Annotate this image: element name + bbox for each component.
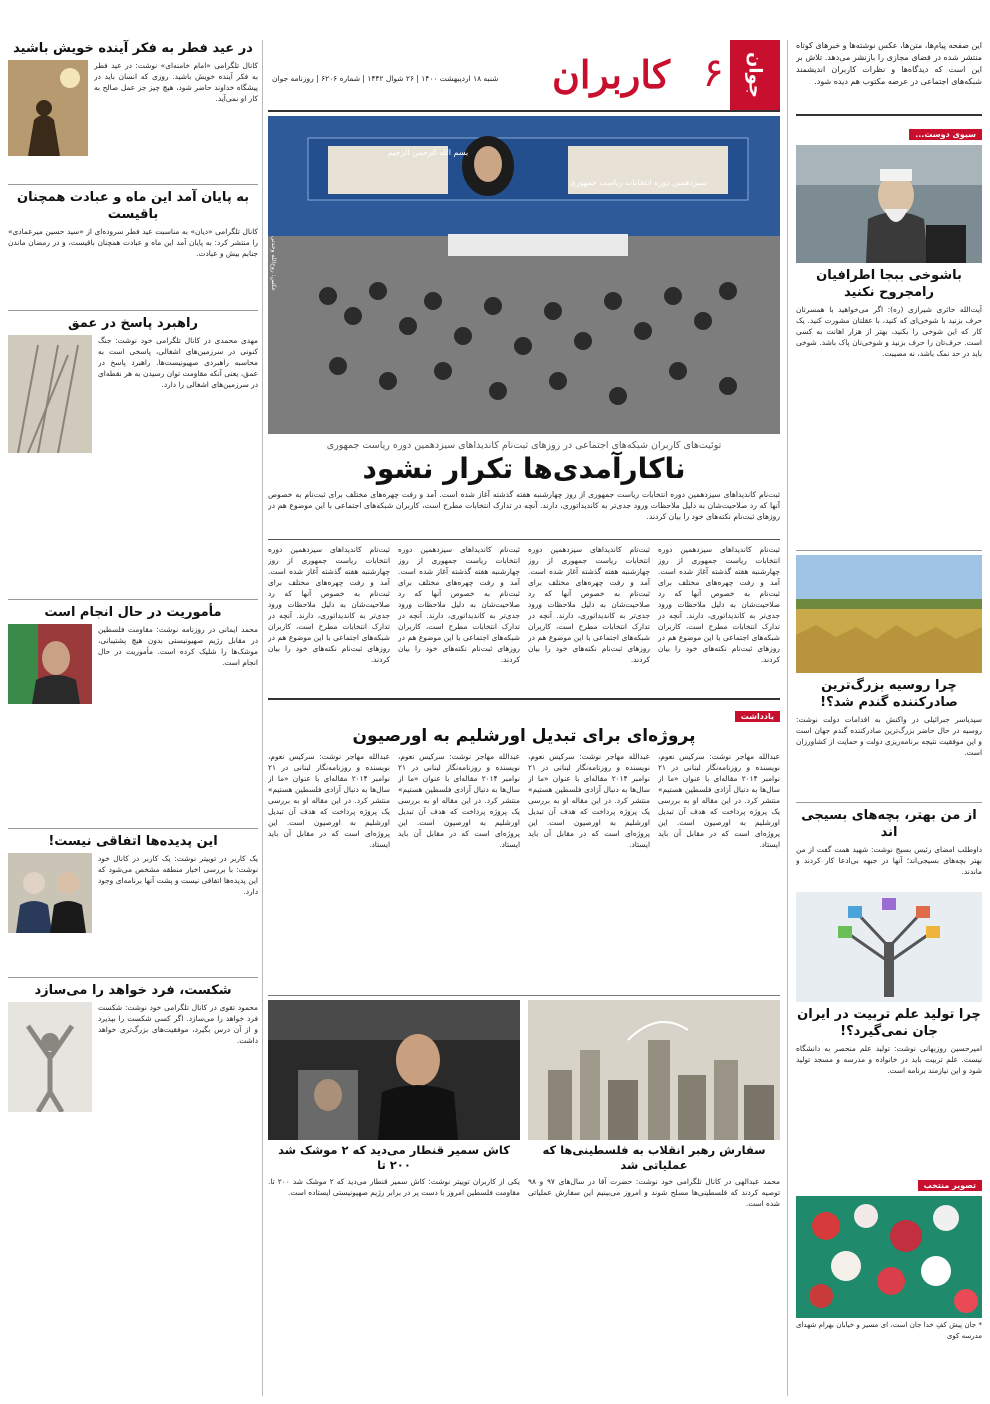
divider bbox=[268, 539, 780, 540]
portrait-icon bbox=[8, 624, 92, 704]
story-title: کاش سمیر قنطار می‌دید که ۲ موشک شد ۲۰۰ تا bbox=[278, 1143, 510, 1172]
story-body: یکی از کاربران توییتر نوشت: کاش سمیر قنطار می‌دید که ۲ موشک شد ۲۰۰ تا. مقاومت فلسطین امروز با دست پر در برابر رژیم صهیونیستی ایستاده است. bbox=[268, 1177, 520, 1197]
tree-illustration bbox=[796, 892, 982, 1002]
article-body: کانال تلگرامی «دیان» به مناسبت عید فطر سروده‌ای از «سید حسین میرعمادی» را منتشر کرد: به پایان آمد این ماه و عبادت همچنان باقیست، و در رمضان ماندن جنابم بیش و عبادت. bbox=[8, 227, 258, 258]
raised-arms-icon bbox=[8, 1002, 92, 1112]
selected-artwork bbox=[796, 1196, 982, 1318]
photo-credit: عکس: روح‌الله وحدتی bbox=[270, 236, 277, 292]
rocket-trails-icon bbox=[8, 335, 92, 453]
article-body: یک کاربر در توییتر نوشت: یک کاربر در کانال خود نوشت: با بررسی اخبار منطقه مشخص می‌شود که این پدیده‌ها اتفاقی نیست و پشت آنها برنامه‌ای وجود دارد. bbox=[98, 854, 258, 896]
story-samir bbox=[268, 1000, 520, 1232]
divider bbox=[8, 599, 258, 600]
story-body: محمد عبدالهی در کانال تلگرامی خود نوشت: حضرت آقا در سال‌های ۹۷ و ۹۸ توصیه کردند که فلسطینی‌ها مسلح شوند و امروز می‌بینیم این سفارش عملیاتی شده است. bbox=[528, 1177, 780, 1208]
portrait-icon bbox=[268, 1000, 520, 1140]
newspaper-logo: جوان bbox=[730, 40, 780, 110]
tweet-column: ثبت‌نام کاندیداهای سیزدهمین دوره انتخابات ریاست جمهوری از روز چهارشنبه هفته گذشته آغاز شده است. آمد و رفت چهره‌های مختلف برای ثبت‌نام به خصوص آنها که رد صلاحیت‌شان به دلیل ملاحظات ورود جدی‌تر به کاندیداتوری، دارند. آنچه در تدارک انتخابات مطرح است، کاربران شبکه‌های اجتماعی با این موضوع هم در روزهای ثبت‌نام نکته‌های خود را بیان کردند. bbox=[398, 545, 520, 664]
page-number: ۶ bbox=[702, 50, 724, 96]
article-row bbox=[8, 853, 258, 973]
article-body: کانال تلگرامی «امام خامنه‌ای» نوشت: در عید فطر به فکر آینده خویش باشید. روزی که انسان باید در پیشگاه خداوند حاضر شود، هیچ چیز جز عمل صالح به کار او نمی‌آید. bbox=[94, 61, 258, 103]
bottom-stories bbox=[268, 1000, 780, 1232]
intro-text: این صفحه پیام‌ها، متن‌ها، عکس‌ نوشته‌ها و خبرهای کوتاه منتشر شده در فضای مجازی را بازنشر می‌دهد. تلاش بر این است که دیدگاه‌ها و نظرات کاربران اندیشمند شبکه‌های اجتماعی در عرصه مکتوب هم دیده شود. bbox=[796, 41, 982, 86]
divider bbox=[8, 184, 258, 185]
skyline-icon bbox=[528, 1000, 780, 1140]
story-rocket bbox=[528, 1000, 780, 1232]
article-body: داوطلب امضای رئیس بسیج نوشت: شهید همت گفت از من بهتر بچه‌های بسیجی‌اند؛ آنها در جبهه بی‌ادعا کار کردند و ماندند. bbox=[796, 845, 982, 876]
article-body: مهدی محمدی در کانال تلگرامی خود نوشت: جنگ کنونی در سرزمین‌های اشغالی، پاسخی است به محاسبه راهبردی صهیونیست‌ها. راهبرد پاسخ در عمق، یعنی آنکه مقاومت توان رسیدن به هر نقطه‌ای در سرزمین‌های اشغالی را دارد. bbox=[98, 336, 258, 389]
article-title: مأموریت در حال انجام است bbox=[44, 605, 222, 620]
left-column bbox=[8, 40, 258, 1396]
article-body: محمد ایمانی در روزنامه نوشت: مقاومت فلسطین در مقابل رژیم صهیونیستی بدون هیچ پشتیبانی، موشک‌ها را شلیک کرده است. مأموریت در حال انجام است. bbox=[98, 625, 258, 667]
article-body: عبدالله مهاجر نوشت: سرکیس نعوم، نویسنده و روزنامه‌نگار لبنانی در ۲۱ نوامبر ۲۰۱۴ مقاله‌ای با عنوان «ما از سال‌ها به دنبال آزادی فلسطین هستیم» منتشر کرد. در این مقاله او به بررسی یک پروژه پرداخت که هدف آن تبدیل اورشلیم به اورصیون است. این پروژه‌ای است که در مقابل آن باید ایستاد. bbox=[268, 752, 390, 849]
column-divider bbox=[787, 40, 788, 1396]
portrait-icon bbox=[796, 145, 982, 263]
two-people-icon bbox=[8, 853, 92, 933]
article-body: آیت‌الله حائری شیرازی (ره): اگر می‌خواهید با همسرتان حرف بزنید با شوخی‌ای که کنید، با عقلتان مشورت کنید. یک کار که این شوخی را بکنید، بهتر از هزار اهانت به کسی است. حرف‌تان را حرف بزنید و شوخی‌تان پاک باشد. شوخی باید در حد نمک باشد، نه مصیبت. bbox=[796, 305, 982, 358]
article-title: از من بهتر، بچه‌های بسیجی اند bbox=[801, 808, 977, 840]
article-headline: پروژه‌ای برای تبدیل اورشلیم به اورصیون bbox=[352, 726, 696, 746]
main-headline: ناکارآمدی‌ها تکرار نشود bbox=[362, 452, 686, 485]
divider bbox=[8, 977, 258, 978]
article-row bbox=[8, 335, 258, 595]
article-row bbox=[8, 624, 258, 824]
divider bbox=[268, 995, 780, 996]
column-divider bbox=[262, 40, 263, 1396]
flowers-icon bbox=[796, 1196, 982, 1318]
right-column bbox=[796, 40, 982, 1396]
article-row bbox=[8, 1002, 258, 1342]
section-title: کاربران bbox=[551, 52, 670, 97]
kicker-label: سیوی دوست... bbox=[909, 129, 982, 140]
city-rockets-photo bbox=[528, 1000, 780, 1140]
crowd-photo-icon bbox=[268, 116, 780, 434]
article-title: چرا روسیه بزرگ‌ترین صادرکننده گندم شد؟! bbox=[820, 678, 958, 710]
rockets-photo bbox=[8, 335, 92, 453]
article-title: باشوخی ببجا اطرافیان رامجروح نکنید bbox=[816, 268, 962, 300]
silhouette-photo bbox=[8, 1002, 92, 1112]
masthead bbox=[268, 40, 780, 112]
article-title: در عید فطر به فکر آینده خویش باشید bbox=[13, 41, 253, 56]
cleric-photo bbox=[796, 145, 982, 263]
article-title: شکست، فرد خواهد را می‌سازد bbox=[34, 983, 232, 998]
divider bbox=[8, 310, 258, 311]
lead-paragraph: ثبت‌نام کاندیداهای سیزدهمین دوره انتخابات ریاست جمهوری از روز چهارشنبه هفته گذشته آغاز شده است. آمد و رفت چهره‌های مختلف برای ثبت‌نام به خصوص آنها که رد صلاحیت‌شان به دلیل ملاحظات ورود جدی‌تر به کاندیداتوری، دارند. آنچه در تدارک انتخابات مطرح است، کاربران شبکه‌های اجتماعی با این موضوع هم در روزهای ثبت‌نام نکته‌های خود را بیان کردند. bbox=[268, 490, 780, 521]
issue-info: شنبه ۱۸ اردیبهشت ۱۴۰۰ | ۲۶ شوال ۱۴۴۲ | شماره ۶۲۰۶ | روزنامه جوان bbox=[272, 74, 499, 83]
samir-kuntar-photo bbox=[268, 1000, 520, 1140]
tweet-column: ثبت‌نام کاندیداهای سیزدهمین دوره انتخابات ریاست جمهوری از روز چهارشنبه هفته گذشته آغاز شده است. آمد و رفت چهره‌های مختلف برای ثبت‌نام به خصوص آنها که رد صلاحیت‌شان به دلیل ملاحظات ورود جدی‌تر به کاندیداتوری، دارند. آنچه در تدارک انتخابات مطرح است، کاربران شبکه‌های اجتماعی با این موضوع هم در روزهای ثبت‌نام نکته‌های خود را بیان کردند. bbox=[528, 545, 650, 664]
article-body: عبدالله مهاجر نوشت: سرکیس نعوم، نویسنده و روزنامه‌نگار لبنانی در ۲۱ نوامبر ۲۰۱۴ مقاله‌ای با عنوان «ما از سال‌ها به دنبال آزادی فلسطین هستیم» منتشر کرد. در این مقاله او به بررسی یک پروژه پرداخت که هدف آن تبدیل اورشلیم به اورصیون است. این پروژه‌ای است که در مقابل آن باید ایستاد. bbox=[528, 752, 650, 849]
headline-kicker: توئیت‌های کاربران شبکه‌های اجتماعی در روزهای ثبت‌نام کاندیداهای سیزدهمین دوره ریاست جمهوری bbox=[326, 440, 722, 451]
middle-column bbox=[268, 116, 780, 1404]
tweet-column: ثبت‌نام کاندیداهای سیزدهمین دوره انتخابات ریاست جمهوری از روز چهارشنبه هفته گذشته آغاز شده است. آمد و رفت چهره‌های مختلف برای ثبت‌نام به خصوص آنها که رد صلاحیت‌شان به دلیل ملاحظات ورود جدی‌تر به کاندیداتوری، دارند. آنچه در تدارک انتخابات مطرح است، کاربران شبکه‌های اجتماعی با این موضوع هم در روزهای ثبت‌نام نکته‌های خود را بیان کردند. bbox=[268, 545, 390, 664]
banner-text: سیزدهمین دوره انتخابات ریاست جمهوری bbox=[569, 178, 707, 187]
tweet-column: ثبت‌نام کاندیداهای سیزدهمین دوره انتخابات ریاست جمهوری از روز چهارشنبه هفته گذشته آغاز شده است. آمد و رفت چهره‌های مختلف برای ثبت‌نام به خصوص آنها که رد صلاحیت‌شان به دلیل ملاحظات ورود جدی‌تر به کاندیداتوری، دارند. آنچه در تدارک انتخابات مطرح است، کاربران شبکه‌های اجتماعی با این موضوع هم در روزهای ثبت‌نام نکته‌های خود را بیان کردند. bbox=[658, 545, 780, 664]
divider bbox=[268, 698, 780, 700]
tweets-grid bbox=[268, 544, 780, 694]
article-row bbox=[8, 60, 258, 180]
article-title: این پدیده‌ها اتفاقی نیست! bbox=[48, 834, 218, 849]
divider bbox=[796, 550, 982, 551]
divider bbox=[796, 802, 982, 803]
divider bbox=[796, 114, 982, 116]
wheat-field-photo bbox=[796, 555, 982, 673]
tree-icon bbox=[796, 892, 982, 1002]
article-body: عبدالله مهاجر نوشت: سرکیس نعوم، نویسنده و روزنامه‌نگار لبنانی در ۲۱ نوامبر ۲۰۱۴ مقاله‌ای با عنوان «ما از سال‌ها به دنبال آزادی فلسطین هستیم» منتشر کرد. در این مقاله او به بررسی یک پروژه پرداخت که هدف آن تبدیل اورشلیم به اورصیون است. این پروژه‌ای است که در مقابل آن باید ایستاد. bbox=[398, 752, 520, 849]
election-registration-photo bbox=[268, 116, 780, 434]
portrait-photo bbox=[8, 624, 92, 704]
divider bbox=[8, 828, 258, 829]
politicians-photo bbox=[8, 853, 92, 933]
prayer-photo bbox=[8, 60, 88, 156]
article-body: عبدالله مهاجر نوشت: سرکیس نعوم، نویسنده و روزنامه‌نگار لبنانی در ۲۱ نوامبر ۲۰۱۴ مقاله‌ای با عنوان «ما از سال‌ها به دنبال آزادی فلسطین هستیم» منتشر کرد. در این مقاله او به بررسی یک پروژه پرداخت که هدف آن تبدیل اورشلیم به اورصیون است. این پروژه‌ای است که در مقابل آن باید ایستاد. bbox=[658, 752, 780, 849]
article-columns bbox=[268, 751, 780, 991]
banner-text: بسم الله الرحمن الرحیم bbox=[387, 148, 469, 157]
article-body: امیرحسین روزبهانی نوشت: تولید علم منحصر به دانشگاه نیست. علم تربیت باید در خانواده و مدرسه و مسجد تولید شود و این نیازمند برنامه است. bbox=[796, 1044, 982, 1075]
article-body: سیدیاسر جبرائیلی در واکنش به اقدامات دولت نوشت: روسیه در حال حاضر بزرگ‌ترین صادرکننده گندم جهان است و این موفقیت نتیجه برنامه‌ریزی دولت و حمایت از کشاورزان است. bbox=[796, 715, 982, 757]
landscape-icon bbox=[796, 555, 982, 673]
kicker-label: تصویر منتخب bbox=[918, 1180, 982, 1191]
prayer-icon bbox=[8, 60, 88, 156]
story-title: سفارش رهبر انقلاب به فلسطینی‌ها که عملیاتی شد bbox=[542, 1143, 766, 1172]
article-title: به پایان آمد این ماه و عبادت همچنان باقیست bbox=[17, 190, 249, 222]
kicker-label: یادداشت bbox=[735, 711, 780, 722]
article-body: محمود تقوی در کانال تلگرامی خود نوشت: شکست فرد خواهد را می‌سازد. اگر کسی شکست را بپذیرد و از آن درس بگیرد، موفقیت‌های بزرگ‌تری خواهد داشت. bbox=[98, 1003, 258, 1045]
article-title: چرا تولید علم تربیت در ایران جان نمی‌گیرد؟! bbox=[797, 1007, 981, 1039]
image-caption: * جان پیش کفِ خدا جان است، ای مسیر و خیابان بهرام شهدای مدرسه کوی bbox=[796, 1321, 982, 1340]
article-title: راهبرد پاسخ در عمق bbox=[68, 316, 198, 331]
